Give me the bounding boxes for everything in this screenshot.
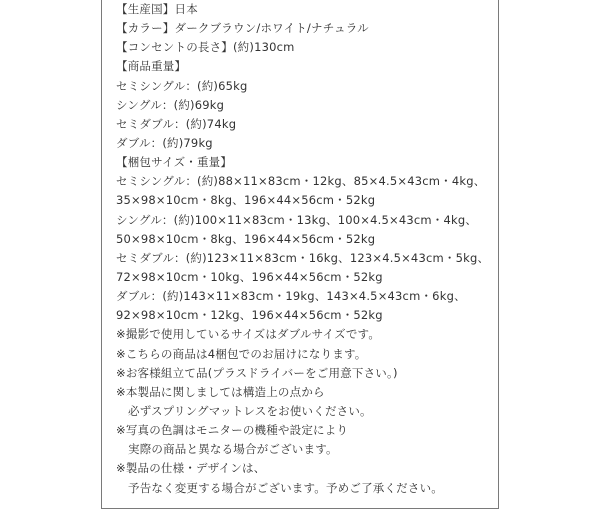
spec-line: ※写真の色調はモニターの機種や設定により	[116, 423, 349, 438]
spec-line: 92×98×10cm・12kg、196×44×56cm・52kg	[116, 308, 383, 323]
spec-line: 35×98×10cm・8kg、196×44×56cm・52kg	[116, 193, 376, 208]
spec-line: セミシングル：(約)65kg	[116, 78, 248, 93]
spec-line: セミダブル：(約)74kg	[116, 116, 237, 131]
spec-line: 予告なく変更する場合がございます。予めご了承ください。	[128, 480, 443, 495]
spec-line: ※本製品に関しましては構造上の点から	[116, 384, 325, 399]
spec-line: セミダブル：(約)123×11×83cm・16kg、123×4.5×43cm・5kg、	[116, 250, 490, 265]
spec-line: 【コンセントの長さ】(約)130cm	[116, 40, 295, 55]
spec-line: 必ずスプリングマットレスをお使いください。	[128, 403, 372, 418]
spec-line: ※製品の仕様・デザインは、	[116, 461, 266, 476]
spec-line: ダブル：(約)79kg	[116, 135, 213, 150]
spec-line: シングル：(約)69kg	[116, 97, 225, 112]
spec-line: 【梱包サイズ・重量】	[116, 155, 233, 170]
spec-line: 【商品重量】	[116, 59, 187, 74]
spec-list	[116, 0, 496, 498]
spec-line: セミシングル：(約)88×11×83cm・12kg、85×4.5×43cm・4kg、	[116, 174, 486, 189]
spec-line: 【生産国】日本	[116, 2, 198, 16]
spec-line: 72×98×10cm・10kg、196×44×56cm・52kg	[116, 269, 383, 284]
spec-line: ダブル：(約)143×11×83cm・19kg、143×4.5×43cm・6kg、	[116, 289, 466, 304]
spec-line: シングル：(約)100×11×83cm・13kg、100×4.5×43cm・4kg、	[116, 212, 478, 227]
spec-line: 実際の商品と異なる場合がございます。	[128, 442, 338, 457]
spec-line: 【カラー】ダークブラウン/ホワイト/ナチュラル	[116, 21, 369, 36]
spec-line: ※こちらの商品は4梱包でのお届けになります。	[116, 346, 367, 361]
spec-line: 50×98×10cm・8kg、196×44×56cm・52kg	[116, 231, 376, 246]
spec-line: ※撮影で使用しているサイズはダブルサイズです。	[116, 327, 381, 342]
spec-line: ※お客様組立て品(プラスドライバーをご用意下さい。)	[116, 365, 398, 380]
